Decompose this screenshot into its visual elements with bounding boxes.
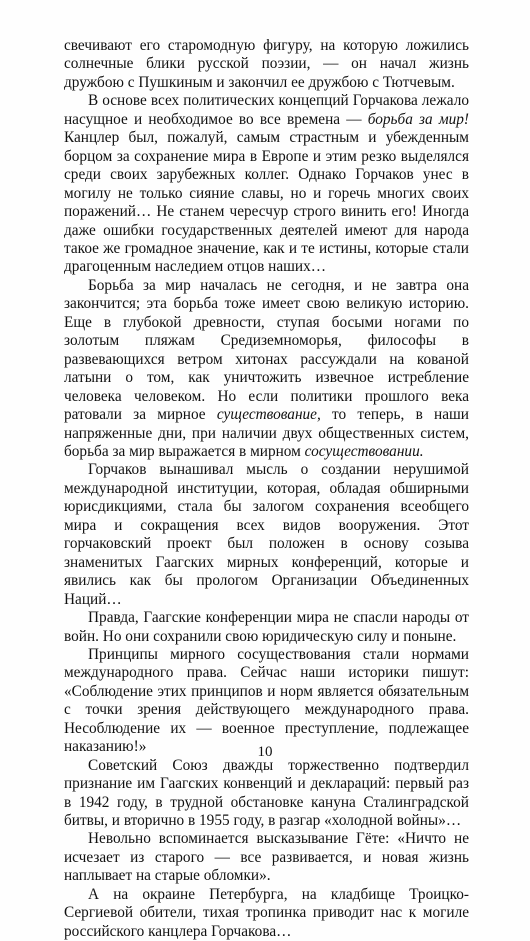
paragraph: [64, 886, 469, 941]
text-run: то теперь, в наши напряженные дни, при наличии двух общественных систем, борьба за мир выражается в мирном: [64, 406, 469, 460]
paragraph: [64, 277, 469, 462]
text-run: Горчаков вынашивал мысль о создании нерушимой международной институции, которая, обладая обширными юрисдикциями, стала бы залогом сохранения всеобщего мира и сокращения всех видов вооружения. Этот горчаковский проект был положен в основу созыва знаменитых Гаагских мирных конференций, которые и явились как бы прологом Организации Объединенных Наций…: [64, 461, 469, 608]
text-run: свечивают его старомодную фигуру, на которую ложились солнечные блики русской поэзии, — он начал жизнь дружбою с Пушкиным и закончил ее дружбою с Тютчевым.: [64, 37, 469, 91]
text-run: Принципы мирного сосуществования стали нормами международного права. Сейчас наши историки пишут: «Соблюдение этих принципов и норм является обязательным с точки зрения действующего международного права. Несоблюдение их — военное преступление, подлежащее наказанию!»: [64, 645, 469, 756]
paragraph: [64, 609, 469, 646]
italic-text: борьба за мир!: [367, 110, 469, 128]
text-run: Канцлер был, пожалуй, самым страстным и убежденным борцом за сохранение мира в Европе и этим резко выделялся среди своих зарубежных коллег. Однако Горчаков унес в могилу не только сияние славы, но и горечь многих своих поражений… Не станем чересчур строго винить его! Иногда даже ошибки государственных деятелей имеют для народа такое же громадное значение, как и те истины, которые стали драгоценным наследием отцов наших…: [64, 129, 469, 276]
text-run: А на окраине Петербурга, на кладбище Троицко-Сергиевой обители, тихая тропинка приводит нас к могиле российского канцлера Горчакова…: [64, 885, 469, 940]
paragraph: [64, 830, 469, 885]
italic-text: сосуществовании.: [304, 442, 424, 460]
body-text: [64, 37, 469, 941]
italic-text: существование,: [216, 406, 321, 424]
paragraph: [64, 757, 469, 831]
text-run: Правда, Гаагские конференции мира не спасли народы от войн. Но они сохранили свою юридическую силу и поныне.: [64, 609, 469, 645]
paragraph: [64, 461, 469, 609]
paragraph: [64, 92, 469, 277]
text-run: Борьба за мир началась не сегодня, и не завтра она закончится; эта борьба тоже имеет свою великую историю. Еще в глубокой древности, ступая босыми ногами по золотым пляжам Средиземноморья, философы в развевающихся ветром хитонах рассуждали на кованой латыни о том, как уничтожить извечное истребление человека человеком. Но если политики прошлого века ратовали за мирное: [64, 276, 469, 424]
text-run: Невольно вспоминается высказывание Гёте: «Ничто не исчезает из старого — все развивается, и новая жизнь наплывает на старые обломки».: [64, 830, 469, 885]
page-number: 10: [257, 744, 273, 760]
text-run: Советский Союз дважды торжественно подтвердил признание им Гаагских конвенций и деклараций: первый раз в 1942 году, в трудной обстановке кануна Сталинградской битвы, и вторично в 1955 году, в разгар «холодной войны»…: [64, 756, 469, 830]
paragraph: [64, 37, 469, 92]
paragraph: [64, 646, 469, 757]
text-run: В основе всех политических концепций Горчакова лежало насущное и необходимое во все времена —: [64, 92, 469, 128]
